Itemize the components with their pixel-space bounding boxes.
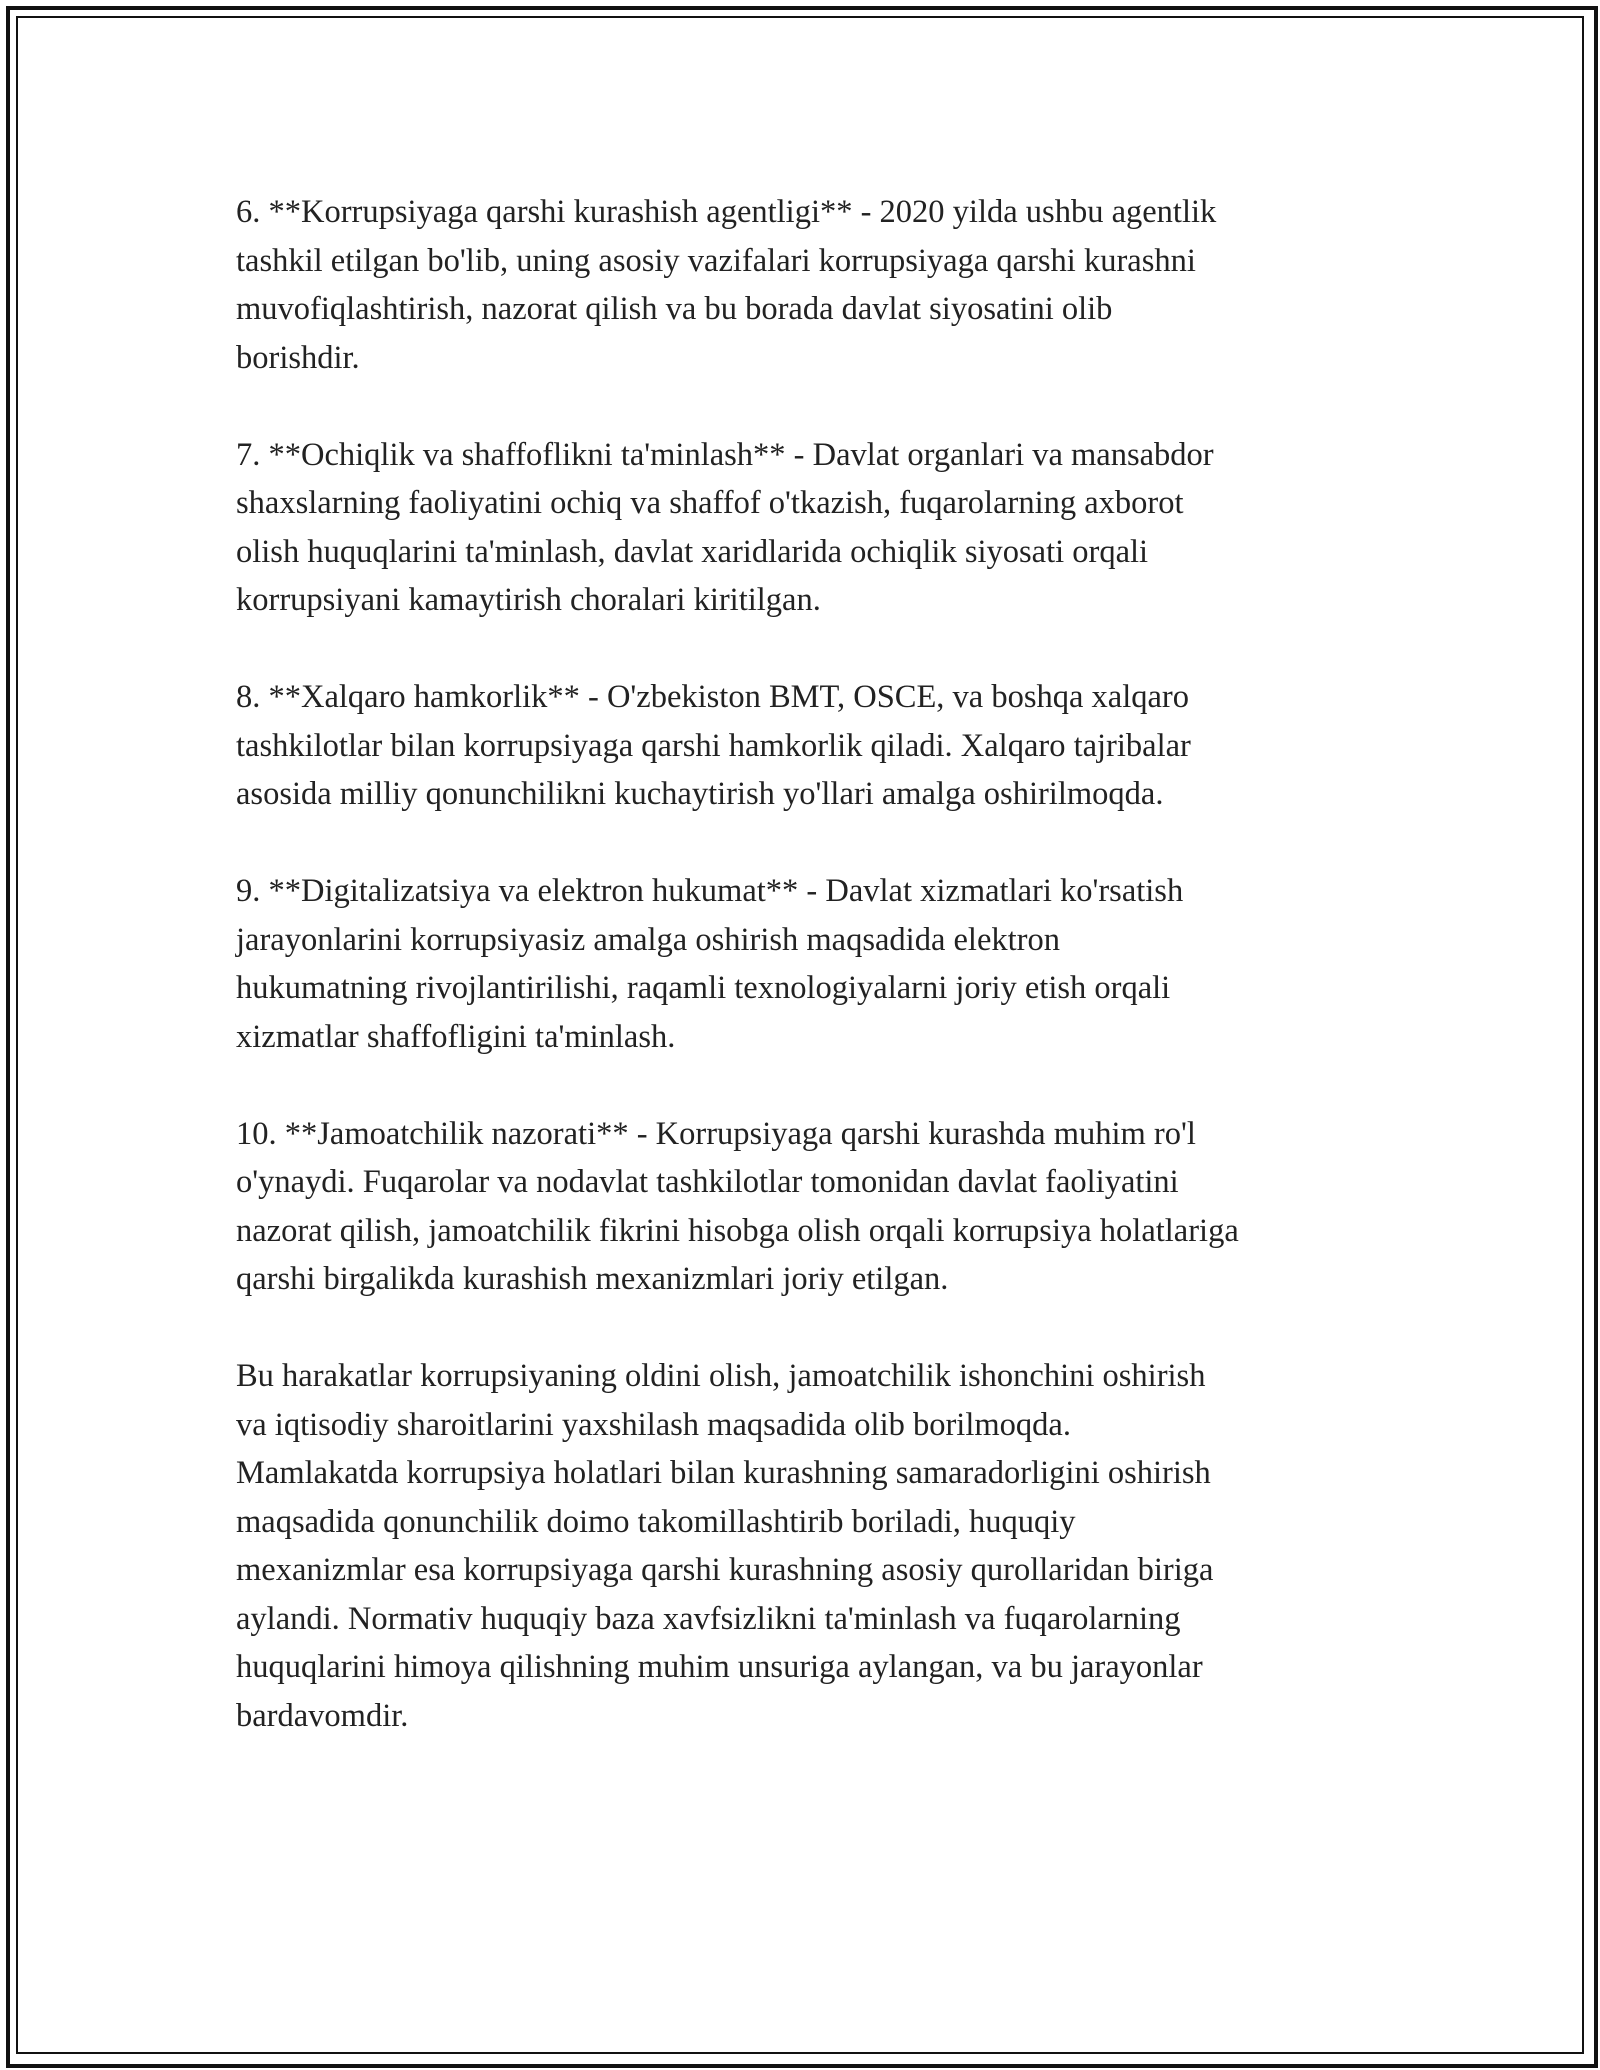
text-line: 7. **Ochiqlik va shaffoflikni ta'minlash** - Davlat organlari va mansabdor: [236, 436, 1214, 473]
document-body: [236, 188, 1386, 1789]
text-line: tashkil etilgan bo'lib, uning asosiy vazifalari korrupsiyaga qarshi kurashni: [236, 242, 1196, 279]
text-line: qarshi birgalikda kurashish mexanizmlari joriy etilgan.: [236, 1261, 949, 1297]
paragraph-item-8: [236, 673, 1386, 819]
text-line: shaxslarning faoliyatini ochiq va shaffof o'tkazish, fuqarolarning axborot: [236, 485, 1184, 521]
text-line: 10. **Jamoatchilik nazorati** - Korrupsiyaga qarshi kurashda muhim ro'l: [236, 1115, 1196, 1152]
text-line: Mamlakatda korrupsiya holatlari bilan kurashning samaradorligini oshirish: [236, 1455, 1211, 1491]
text-line: xizmatlar shaffofligini ta'minlash.: [236, 1018, 676, 1055]
paragraph-item-7: [236, 431, 1386, 625]
text-line: olish huquqlarini ta'minlash, davlat xaridlarida ochiqlik siyosati orqali: [236, 533, 1149, 570]
text-line: va iqtisodiy sharoitlarini yaxshilash maqsadida olib borilmoqda.: [236, 1406, 1071, 1443]
text-line: mexanizmlar esa korrupsiyaga qarshi kurashning asosiy qurollaridan biriga: [236, 1552, 1214, 1588]
text-line: muvofiqlashtirish, nazorat qilish va bu borada davlat siyosatini olib: [236, 291, 1113, 327]
text-line: 9. **Digitalizatsiya va elektron hukumat** - Davlat xizmatlari ko'rsatish: [236, 873, 1184, 909]
text-line: asosida milliy qonunchilikni kuchaytirish yo'llari amalga oshirilmoqda.: [236, 776, 1164, 812]
text-line: bardavomdir.: [236, 1697, 409, 1734]
text-line: korrupsiyani kamaytirish choralari kiritilgan.: [236, 582, 821, 618]
paragraph-item-10: [236, 1110, 1386, 1304]
text-line: 8. **Xalqaro hamkorlik** - O'zbekiston BMT, OSCE, va boshqa xalqaro: [236, 679, 1190, 715]
text-line: hukumatning rivojlantirilishi, raqamli texnologiyalarni joriy etish orqali: [236, 970, 1171, 1006]
text-line: borishdir.: [236, 339, 360, 376]
text-line: tashkilotlar bilan korrupsiyaga qarshi hamkorlik qiladi. Xalqaro tajribalar: [236, 727, 1191, 764]
text-line: jarayonlarini korrupsiyasiz amalga oshirish maqsadida elektron: [236, 921, 1060, 958]
text-line: Bu harakatlar korrupsiyaning oldini olish, jamoatchilik ishonchini oshirish: [236, 1358, 1206, 1394]
text-line: nazorat qilish, jamoatchilik fikrini hisobga olish orqali korrupsiya holatlariga: [236, 1212, 1239, 1249]
paragraph-item-9: [236, 867, 1386, 1061]
text-line: o'ynaydi. Fuqarolar va nodavlat tashkilotlar tomonidan davlat faoliyatini: [236, 1164, 1179, 1200]
text-line: aylandi. Normativ huquqiy baza xavfsizlikni ta'minlash va fuqarolarning: [236, 1600, 1181, 1637]
text-line: 6. **Korrupsiyaga qarshi kurashish agentligi** - 2020 yilda ushbu agentlik: [236, 194, 1217, 230]
text-line: huquqlarini himoya qilishning muhim unsuriga aylangan, va bu jarayonlar: [236, 1649, 1203, 1685]
paragraph-item-6: [236, 188, 1386, 382]
text-line: maqsadida qonunchilik doimo takomillashtirib boriladi, huquqiy: [236, 1503, 1076, 1540]
paragraph-conclusion: [236, 1352, 1386, 1740]
